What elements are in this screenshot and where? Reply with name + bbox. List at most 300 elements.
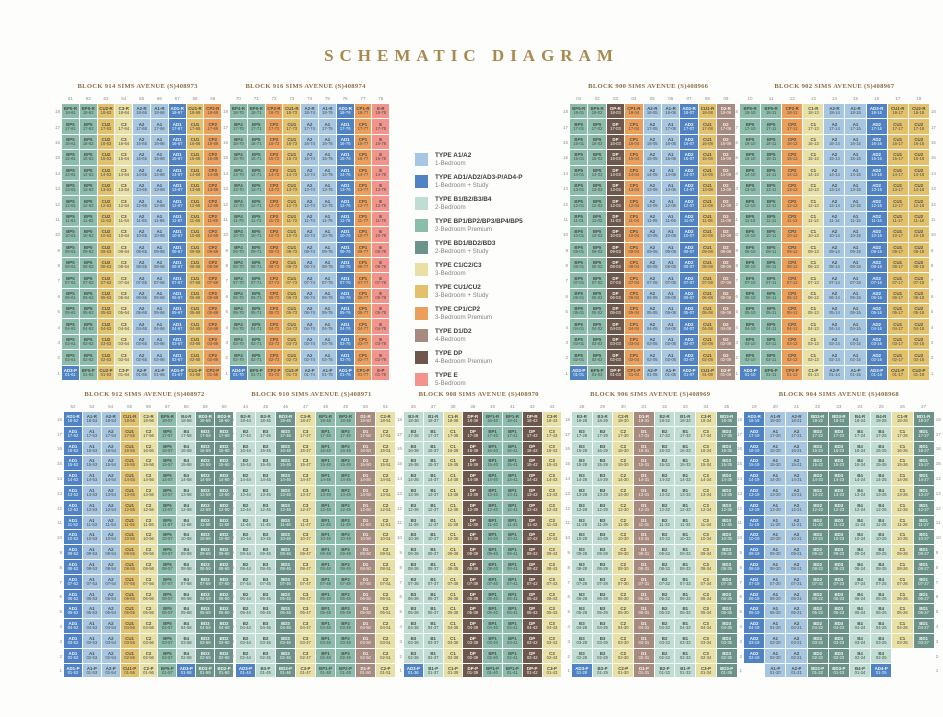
unit-number: 02-42 bbox=[526, 654, 538, 660]
unit-type: CP1 bbox=[629, 121, 639, 127]
unit-type: BD3 bbox=[834, 502, 844, 508]
unit-cell bbox=[871, 486, 891, 500]
unit-cell bbox=[570, 196, 587, 210]
block-title: BLOCK 906 SIMS AVENUE (S)408969 bbox=[590, 391, 711, 398]
unit-number: 07-76 bbox=[339, 279, 351, 285]
unit-number: 12-45 bbox=[260, 506, 271, 512]
unit-number: 10-23 bbox=[833, 536, 845, 542]
unit-cell bbox=[316, 442, 335, 456]
unit-cell bbox=[871, 501, 891, 515]
unit-type: CP1 bbox=[358, 229, 368, 235]
unit-cell bbox=[83, 604, 101, 618]
unit-number: 03-70 bbox=[233, 341, 244, 347]
unit-cell bbox=[803, 119, 823, 133]
unit-number: 09-31 bbox=[638, 551, 650, 557]
unit-cell bbox=[187, 196, 204, 210]
unit-number: 16-11 bbox=[765, 141, 777, 147]
unit-number: 15-08 bbox=[702, 156, 713, 162]
unit-number: 14-68 bbox=[189, 171, 201, 177]
unit-number: 17-78 bbox=[375, 125, 387, 131]
floor-label: 18 bbox=[935, 416, 941, 422]
unit-cell bbox=[187, 243, 204, 257]
unit-number: 11-48 bbox=[320, 521, 331, 527]
unit-type: CP2 bbox=[208, 244, 218, 250]
unit-cell bbox=[177, 649, 195, 663]
floor-label: 7 bbox=[935, 579, 939, 585]
unit-type: A2 bbox=[138, 306, 145, 312]
floor-label: 18 bbox=[396, 416, 402, 422]
unit-number: 03-14 bbox=[829, 341, 840, 347]
unit-type: BD2 bbox=[219, 428, 229, 434]
unit-number: 01-71 bbox=[250, 371, 262, 377]
unit-cell bbox=[355, 150, 372, 164]
floor-label: 11 bbox=[55, 216, 60, 222]
unit-number: 18-64 bbox=[118, 110, 130, 116]
unit-type: BD1 bbox=[919, 591, 928, 597]
unit-type: BP5 bbox=[766, 275, 776, 281]
unit-type: B2 bbox=[242, 650, 249, 656]
unit-number: 05-27 bbox=[918, 610, 929, 616]
unit-number: 06-42 bbox=[526, 595, 538, 601]
unit-number: 14-56 bbox=[143, 477, 154, 483]
unit-cell bbox=[914, 516, 934, 530]
unit-cell bbox=[675, 530, 695, 544]
unit-cell bbox=[699, 273, 716, 287]
floor-label: 16 bbox=[732, 139, 738, 145]
unit-cell bbox=[98, 181, 115, 195]
floor-label: 14 bbox=[222, 170, 228, 176]
unit-type: CU1 bbox=[287, 183, 297, 189]
legend-text bbox=[435, 350, 492, 366]
unit-cell bbox=[740, 350, 760, 364]
unit-number: 04-49 bbox=[340, 625, 351, 631]
unit-cell bbox=[824, 104, 844, 118]
unit-cell bbox=[483, 471, 502, 485]
unit-cell bbox=[64, 456, 82, 470]
unit-number: 02-01 bbox=[573, 356, 585, 362]
unit-cell bbox=[607, 135, 624, 149]
unit-number: 01-38 bbox=[447, 669, 459, 675]
unit-cell bbox=[283, 273, 300, 287]
floor-label: 8 bbox=[399, 564, 402, 570]
unit-number: 15-72 bbox=[268, 156, 280, 162]
unit-type: C3 bbox=[703, 458, 709, 464]
unit-type: CP1 bbox=[629, 137, 639, 143]
floor-label: 3 bbox=[930, 340, 934, 346]
unit-cell bbox=[543, 664, 562, 678]
unit-type: CU2 bbox=[101, 213, 111, 219]
unit-number: 08-28 bbox=[576, 565, 588, 571]
unit-type: C3 bbox=[120, 152, 127, 158]
unit-type: C3 bbox=[703, 591, 709, 597]
unit-type: DP bbox=[612, 121, 619, 127]
unit-type: D1 bbox=[641, 547, 647, 553]
unit-cell bbox=[871, 590, 891, 604]
unit-type: C3 bbox=[703, 650, 709, 656]
unit-cell bbox=[867, 166, 887, 180]
unit-number: 17-14 bbox=[829, 125, 840, 131]
unit-cell bbox=[523, 471, 542, 485]
unit-type: BP5-R bbox=[743, 106, 757, 112]
floor-label: 5 bbox=[399, 609, 402, 615]
unit-number: 12-40 bbox=[487, 506, 498, 512]
unit-cell bbox=[404, 634, 423, 648]
unit-number: 03-72 bbox=[268, 341, 280, 347]
unit-cell bbox=[115, 319, 132, 333]
unit-cell bbox=[588, 273, 605, 287]
unit-cell bbox=[204, 273, 221, 287]
unit-number: 09-49 bbox=[340, 551, 351, 557]
unit-type: A1 bbox=[89, 576, 95, 582]
unit-type: BP1-P bbox=[505, 665, 519, 671]
unit-cell bbox=[613, 427, 633, 441]
unit-number: 16-52 bbox=[67, 447, 79, 453]
unit-cell bbox=[376, 560, 395, 574]
unit-cell bbox=[376, 442, 395, 456]
unit-number: 09-48 bbox=[320, 551, 331, 557]
unit-cell bbox=[892, 456, 912, 470]
unit-number: 13-78 bbox=[375, 187, 387, 193]
unit-number: 02-04 bbox=[628, 356, 640, 362]
block-title: BLOCK 900 SIMS AVENUE (S)408966 bbox=[588, 83, 709, 90]
unit-type: C2 bbox=[620, 635, 627, 641]
unit-type: AD1 bbox=[172, 121, 182, 127]
unit-type: BP5 bbox=[83, 121, 93, 127]
unit-number: 07-37 bbox=[427, 580, 439, 586]
unit-cell bbox=[98, 350, 115, 364]
unit-cell bbox=[696, 471, 716, 485]
unit-number: 13-16 bbox=[871, 187, 882, 193]
unit-cell bbox=[850, 501, 870, 515]
unit-type: BP5 bbox=[66, 290, 75, 296]
unit-number: 13-08 bbox=[702, 187, 713, 193]
unit-cell bbox=[319, 150, 336, 164]
unit-type: B1 bbox=[430, 621, 436, 627]
unit-type: DP-R bbox=[467, 413, 479, 419]
unit-cell bbox=[62, 243, 79, 257]
unit-cell bbox=[463, 545, 482, 559]
unit-number: 13-58 bbox=[180, 492, 192, 497]
unit-type: D1 bbox=[641, 621, 647, 627]
unit-type: B2 bbox=[661, 428, 668, 434]
floor-label: 6 bbox=[231, 594, 234, 600]
unit-number: 06-19 bbox=[748, 595, 760, 601]
unit-type: A1 bbox=[772, 473, 779, 479]
unit-cell bbox=[404, 545, 423, 559]
unit-type: B3 bbox=[410, 458, 417, 464]
unit-number: 17-24 bbox=[854, 432, 866, 438]
unit-number: 02-05 bbox=[646, 356, 658, 362]
unit-type: A1 bbox=[156, 167, 163, 173]
unit-number: 03-16 bbox=[871, 341, 882, 347]
unit-type: CU1 bbox=[287, 198, 297, 204]
unit-cell bbox=[296, 560, 315, 574]
unit-cell bbox=[717, 634, 737, 648]
unit-cell bbox=[845, 366, 865, 380]
floor-labels-left bbox=[732, 94, 740, 381]
unit-cell bbox=[151, 258, 168, 272]
unit-number: 13-60 bbox=[218, 492, 230, 497]
unit-cell bbox=[655, 471, 675, 485]
unit-number: 12-76 bbox=[339, 202, 351, 208]
unit-type: AD1 bbox=[68, 606, 78, 612]
unit-type: A2 bbox=[107, 443, 114, 449]
unit-cell bbox=[372, 335, 389, 349]
unit-number: 05-60 bbox=[218, 610, 230, 616]
unit-number: 12-36 bbox=[408, 506, 419, 512]
unit-type: A2 bbox=[138, 290, 145, 296]
unit-cell bbox=[266, 150, 283, 164]
unit-cell bbox=[717, 486, 737, 500]
unit-type: BP5 bbox=[163, 650, 172, 656]
unit-number: 09-16 bbox=[871, 248, 882, 254]
unit-type: BP1-P bbox=[319, 665, 332, 671]
unit-type: A1 bbox=[852, 167, 859, 173]
unit-type: BP5 bbox=[574, 229, 583, 235]
unit-number: 01-48 bbox=[320, 669, 331, 675]
unit-number: 15-50 bbox=[360, 462, 371, 468]
unit-type: BD3 bbox=[200, 428, 210, 434]
legend-swatch-bp bbox=[415, 219, 428, 232]
unit-type: CU1 bbox=[893, 137, 903, 143]
unit-type: AD2 bbox=[872, 244, 881, 250]
unit-type: CP1 bbox=[629, 167, 639, 173]
unit-type: B4 bbox=[183, 473, 190, 479]
unit-number: 09-14 bbox=[829, 248, 840, 254]
unit-cell bbox=[613, 412, 633, 426]
unit-type: AD2 bbox=[872, 290, 881, 296]
unit-type: E bbox=[379, 229, 383, 235]
unit-cell bbox=[133, 166, 150, 180]
unit-cell bbox=[625, 212, 642, 226]
unit-cell bbox=[140, 634, 158, 648]
unit-type: A2 bbox=[649, 275, 656, 281]
block-910 bbox=[228, 391, 395, 678]
unit-cell bbox=[803, 166, 823, 180]
unit-type: AD2-P bbox=[682, 367, 696, 373]
unit-number: 08-20 bbox=[769, 565, 781, 571]
unit-type: BP5 bbox=[745, 152, 755, 158]
floor-label: 10 bbox=[736, 535, 742, 541]
unit-type: BD3 bbox=[834, 547, 844, 553]
unit-type: C3 bbox=[302, 561, 309, 567]
legend-desc-label: 3-Bedroom + Study bbox=[435, 292, 489, 299]
unit-cell bbox=[256, 456, 275, 470]
unit-type: D1 bbox=[641, 650, 647, 656]
unit-cell bbox=[276, 427, 295, 441]
unit-cell bbox=[634, 516, 654, 530]
unit-number: 07-61 bbox=[65, 279, 76, 285]
unit-type: A2 bbox=[138, 275, 145, 281]
unit-type: B1 bbox=[430, 443, 436, 449]
unit-type: C2 bbox=[620, 606, 627, 612]
unit-number: 04-08 bbox=[702, 325, 713, 331]
unit-cell bbox=[740, 258, 760, 272]
unit-cell bbox=[867, 227, 887, 241]
unit-type: B2 bbox=[242, 487, 249, 493]
unit-number: 14-44 bbox=[240, 477, 251, 483]
unit-number: 18-50 bbox=[360, 418, 371, 424]
unit-cell bbox=[463, 456, 482, 470]
stack-number: 08 bbox=[704, 96, 710, 101]
unit-type: AD1 bbox=[68, 517, 78, 523]
unit-number: 04-31 bbox=[638, 625, 650, 631]
unit-cell bbox=[740, 196, 760, 210]
unit-cell bbox=[151, 181, 168, 195]
unit-type: B4 bbox=[857, 547, 863, 553]
unit-cell bbox=[316, 412, 335, 426]
unit-number: 18-33 bbox=[679, 418, 691, 424]
unit-type: B2 bbox=[242, 547, 249, 553]
unit-number: 06-45 bbox=[260, 595, 271, 601]
unit-number: 09-10 bbox=[744, 248, 756, 254]
unit-number: 15-04 bbox=[628, 156, 640, 162]
unit-number: 13-25 bbox=[875, 492, 887, 497]
unit-number: 15-14 bbox=[829, 156, 840, 162]
unit-cell bbox=[337, 212, 354, 226]
unit-type: C3 bbox=[120, 137, 127, 143]
unit-type: BD3 bbox=[281, 458, 290, 464]
unit-grid bbox=[64, 402, 233, 677]
unit-cell bbox=[133, 119, 150, 133]
unit-cell bbox=[296, 456, 315, 470]
unit-cell bbox=[765, 545, 785, 559]
unit-type: CP2 bbox=[787, 306, 797, 312]
unit-cell bbox=[204, 319, 221, 333]
unit-type: BP5 bbox=[766, 152, 776, 158]
unit-cell bbox=[523, 604, 542, 618]
floor-label: 8 bbox=[735, 263, 738, 269]
stack-number: 29 bbox=[600, 404, 606, 409]
unit-type: D1 bbox=[362, 606, 369, 612]
unit-number: 15-47 bbox=[300, 462, 311, 468]
stack-number: 16 bbox=[874, 96, 880, 101]
floor-label: 10 bbox=[935, 535, 941, 541]
unit-type: A2 bbox=[306, 121, 313, 127]
unit-type: A2 bbox=[831, 229, 838, 235]
unit-type: A1 bbox=[852, 137, 859, 143]
unit-cell bbox=[909, 273, 929, 287]
unit-type: AD2 bbox=[749, 561, 759, 567]
unit-number: 08-10 bbox=[744, 264, 756, 270]
unit-cell bbox=[177, 516, 195, 530]
unit-cell bbox=[276, 545, 295, 559]
floor-label: 9 bbox=[57, 247, 60, 253]
unit-cell bbox=[276, 456, 295, 470]
unit-cell bbox=[301, 350, 318, 364]
unit-number: 06-04 bbox=[628, 295, 640, 300]
unit-number: 06-51 bbox=[380, 595, 391, 601]
unit-type: B4 bbox=[857, 473, 863, 479]
unit-type: A1 bbox=[772, 428, 779, 434]
unit-cell bbox=[786, 649, 806, 663]
unit-cell bbox=[169, 350, 186, 364]
unit-cell bbox=[523, 442, 542, 456]
unit-number: 04-64 bbox=[118, 325, 130, 331]
unit-type: C2-P bbox=[380, 665, 391, 671]
unit-number: 11-42 bbox=[526, 521, 538, 527]
unit-type: B2 bbox=[661, 487, 668, 493]
unit-type: C2-R bbox=[143, 413, 154, 419]
unit-cell bbox=[355, 196, 372, 210]
unit-cell bbox=[276, 560, 295, 574]
unit-number: 09-05 bbox=[646, 248, 658, 254]
unit-cell bbox=[644, 258, 661, 272]
unit-type: E bbox=[379, 121, 383, 127]
unit-type: A1 bbox=[156, 152, 163, 158]
unit-type: B3 bbox=[599, 517, 606, 523]
unit-number: 17-58 bbox=[180, 432, 192, 438]
unit-cell bbox=[744, 560, 764, 574]
unit-number: 09-24 bbox=[854, 551, 866, 557]
unit-type: BP4 bbox=[234, 337, 243, 343]
unit-number: 03-67 bbox=[171, 341, 183, 347]
unit-number: 01-44 bbox=[240, 669, 251, 675]
unit-number: 14-53 bbox=[86, 477, 98, 483]
unit-type: BP1 bbox=[321, 606, 330, 612]
unit-number: 14-76 bbox=[339, 171, 351, 177]
unit-cell bbox=[169, 366, 186, 380]
unit-type: C3 bbox=[302, 576, 309, 582]
unit-number: 09-19 bbox=[748, 551, 760, 557]
unit-number: 14-55 bbox=[124, 477, 135, 483]
unit-number: 14-73 bbox=[286, 171, 298, 177]
unit-type: CU2-R bbox=[99, 106, 113, 112]
unit-number: 11-02 bbox=[591, 218, 603, 224]
unit-number: 18-32 bbox=[659, 418, 670, 424]
unit-type: BP5 bbox=[83, 352, 93, 358]
floor-label: 15 bbox=[935, 461, 941, 467]
unit-cell bbox=[133, 135, 150, 149]
unit-type: D1 bbox=[641, 487, 647, 493]
unit-number: 08-49 bbox=[340, 565, 351, 571]
unit-type: CU1 bbox=[190, 137, 200, 143]
unit-type: C3 bbox=[549, 547, 555, 553]
unit-type: B1 bbox=[682, 635, 689, 641]
unit-cell bbox=[523, 427, 542, 441]
unit-number: 09-52 bbox=[67, 551, 79, 557]
unit-cell bbox=[570, 119, 587, 133]
unit-type: CP2 bbox=[787, 321, 797, 327]
floor-labels-left bbox=[222, 94, 230, 381]
unit-number: 12-13 bbox=[807, 202, 819, 208]
unit-cell bbox=[158, 619, 176, 633]
unit-cell bbox=[337, 319, 354, 333]
unit-cell bbox=[83, 456, 101, 470]
stack-number: 67 bbox=[174, 96, 180, 101]
unit-type: BP5 bbox=[66, 183, 75, 189]
unit-cell bbox=[824, 243, 844, 257]
unit-cell bbox=[98, 258, 115, 272]
unit-type: E bbox=[379, 260, 383, 266]
unit-number: 04-25 bbox=[875, 625, 887, 631]
unit-cell bbox=[204, 227, 221, 241]
unit-number: 11-13 bbox=[808, 218, 819, 224]
unit-number: 10-58 bbox=[180, 536, 192, 542]
unit-cell bbox=[115, 227, 132, 241]
unit-number: 11-29 bbox=[597, 521, 608, 527]
unit-type: B1 bbox=[682, 428, 689, 434]
unit-cell bbox=[662, 150, 679, 164]
unit-number: 08-45 bbox=[260, 565, 271, 571]
unit-number: 12-16 bbox=[871, 202, 882, 208]
unit-number: 11-32 bbox=[659, 521, 670, 527]
unit-number: 05-72 bbox=[268, 310, 280, 316]
unit-type: A2 bbox=[138, 152, 145, 158]
unit-number: 17-51 bbox=[380, 432, 391, 438]
unit-type: B3 bbox=[599, 487, 606, 493]
unit-cell bbox=[376, 427, 395, 441]
